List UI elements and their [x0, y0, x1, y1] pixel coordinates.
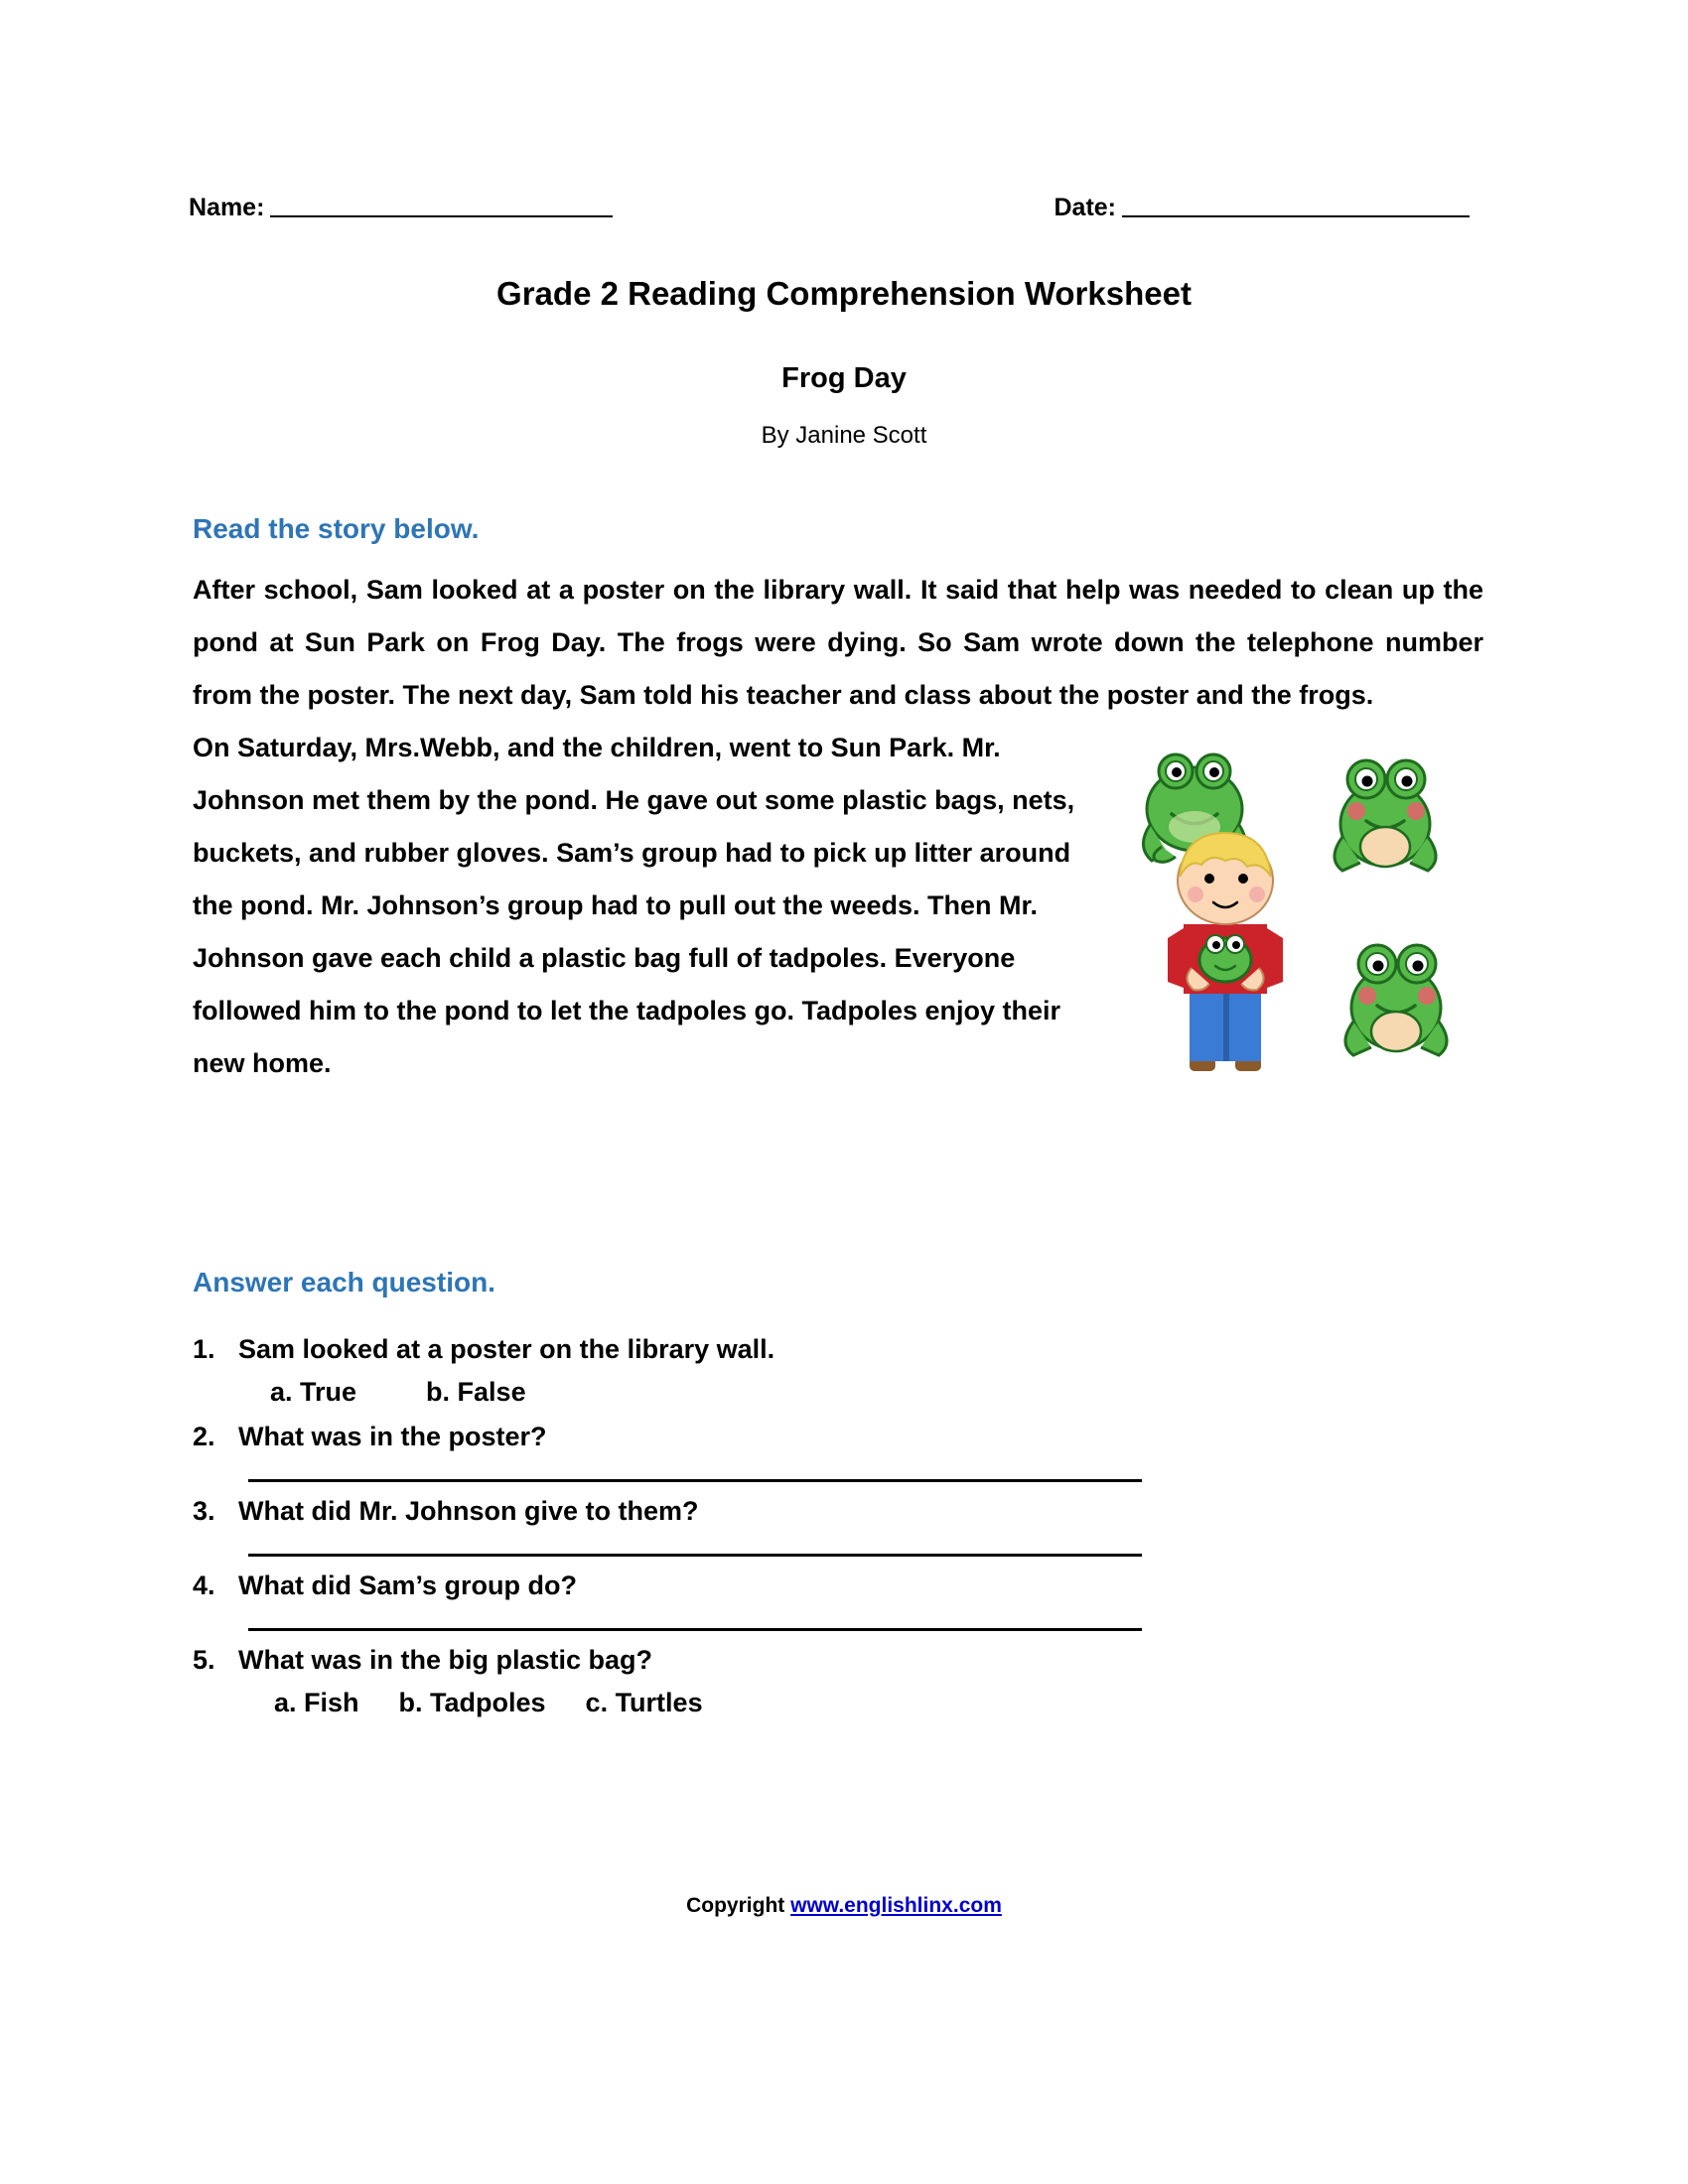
question-item-3: [193, 1496, 1384, 1557]
question-text: Sam looked at a poster on the library wall.: [238, 1334, 775, 1364]
story-paragraph-1: After school, Sam looked at a poster on the library wall. It said that help was needed to clean up the pond at Sun Park on Frog Day. The frogs were dying. So Sam wrote down the telephone number from the poster. The next day, Sam told his teacher and class about the poster and the frogs.: [193, 575, 1483, 710]
question-number: 5.: [193, 1645, 215, 1675]
clipart-group: [1132, 730, 1489, 1246]
question-number: 4.: [193, 1570, 215, 1600]
answer-line[interactable]: [248, 1478, 1142, 1482]
frog-bottom-right-icon: [1345, 945, 1447, 1055]
choice-option[interactable]: b. Tadpoles: [398, 1688, 546, 1717]
choice-option[interactable]: b. False: [426, 1377, 526, 1407]
boy-holding-frog-icon: [1168, 833, 1283, 1071]
name-label: Name:: [189, 194, 265, 221]
question-choices: [270, 1377, 1384, 1408]
question-item-1: [193, 1334, 1384, 1408]
question-item-2: [193, 1422, 1384, 1482]
questions-list: [193, 1320, 1384, 1718]
date-label: Date:: [1054, 194, 1116, 221]
choice-option[interactable]: a. True: [270, 1377, 357, 1407]
date-input-line[interactable]: [1122, 214, 1470, 217]
answer-line[interactable]: [248, 1627, 1142, 1631]
choice-option[interactable]: a. Fish: [274, 1688, 359, 1717]
clipart-illustration: [1132, 730, 1489, 1246]
name-date-row: [189, 194, 1470, 222]
copyright-label: Copyright: [686, 1894, 791, 1917]
choice-option[interactable]: c. Turtles: [585, 1688, 703, 1717]
read-section-heading: Read the story below.: [193, 513, 480, 544]
question-choices: [274, 1688, 1384, 1718]
answer-section-heading: Answer each question.: [193, 1267, 495, 1297]
story-byline: By Janine Scott: [761, 422, 927, 449]
frog-top-right-icon: [1335, 760, 1436, 871]
question-number: 3.: [193, 1496, 215, 1526]
story-title: Frog Day: [781, 362, 907, 394]
page-title: Grade 2 Reading Comprehension Worksheet: [496, 275, 1192, 312]
englishlinx-link[interactable]: www.englishlinx.com: [790, 1894, 1002, 1917]
question-number: 2.: [193, 1422, 215, 1451]
question-number: 1.: [193, 1334, 215, 1364]
footer-copyright: [0, 1894, 1688, 1918]
question-text: What was in the poster?: [238, 1422, 547, 1451]
answer-line[interactable]: [248, 1553, 1142, 1557]
date-field-group: [1054, 194, 1470, 222]
question-text: What did Mr. Johnson give to them?: [238, 1496, 699, 1526]
question-text: What did Sam’s group do?: [238, 1570, 577, 1600]
question-text: What was in the big plastic bag?: [238, 1645, 653, 1675]
story-paragraph-2: On Saturday, Mrs.Webb, and the children, went to Sun Park. Mr. Johnson met them by the pond. He gave out some plastic bags, nets, buckets, and rubber gloves. Sam’s group had to pick up litter around the pond. Mr. Johnson’s group had to pull out the weeds. Then Mr. Johnson gave each child a plastic bag full of tadpoles. Everyone followed him to the pond to let the tadpoles go. Tadpoles enjoy their new home.: [193, 733, 1075, 1078]
name-field-group: [189, 194, 613, 222]
name-input-line[interactable]: [270, 214, 613, 217]
question-item-4: [193, 1570, 1384, 1631]
question-item-5: [193, 1645, 1384, 1718]
